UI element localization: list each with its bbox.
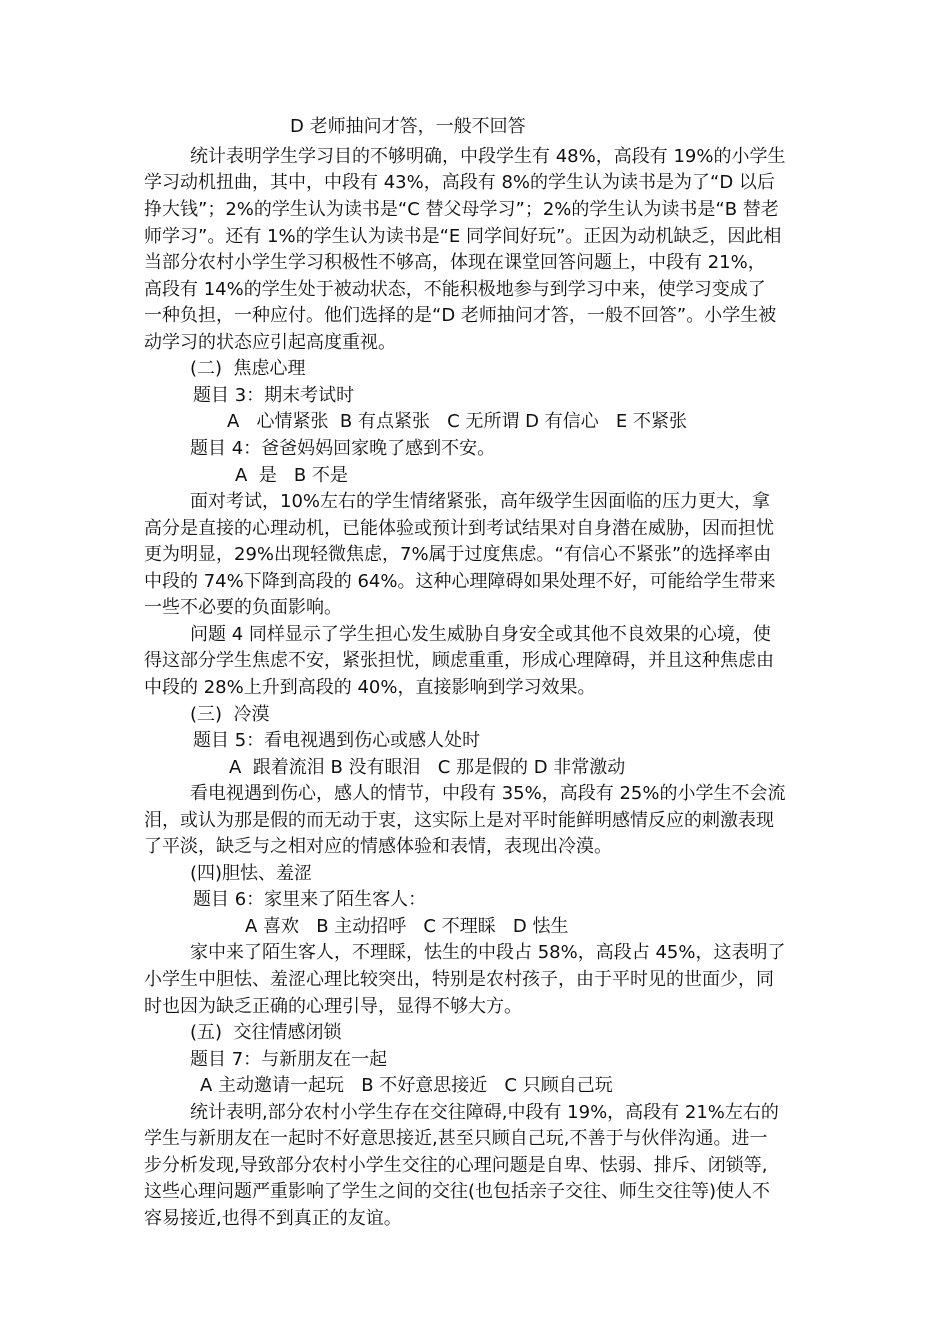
paragraph-line: 更为明显，29%出现轻微焦虑，7%属于过度焦虑。“有信心不紧张”的选择率由 (144, 544, 772, 565)
paragraph-line: 学生与新朋友在一起时不好意思接近,甚至只顾自己玩,不善于与伙伴沟通。进一 (144, 1128, 768, 1149)
question-line: 题目 3：期末考试时 (193, 385, 355, 406)
paragraph-line: 挣大钱”；2%的学生认为读书是“C 替父母学习”；2%的学生认为读书是“B 替老 (144, 199, 779, 220)
paragraph-line: 中段的 28%上升到高段的 40%，直接影响到学习效果。 (144, 677, 596, 698)
section-heading: (三) 冷漠 (190, 704, 270, 725)
paragraph-line: 了平淡，缺乏与之相对应的情感体验和表情，表现出冷漠。 (144, 836, 612, 857)
paragraph-line: 一些不必要的负面影响。 (144, 597, 342, 618)
option-line: A 心情紧张 B 有点紧张 C 无所谓 D 有信心 E 不紧张 (227, 411, 688, 432)
section-heading: (二) 焦虑心理 (190, 358, 306, 379)
paragraph-line: 泪，或认为那是假的而无动于衷，这实际上是对平时能鲜明感情反应的刺激表现 (144, 810, 774, 831)
section-heading: (五) 交往情感闭锁 (190, 1022, 342, 1043)
option-line: A 喜欢 B 主动招呼 C 不理睬 D 怯生 (245, 916, 569, 937)
paragraph-line: 当部分农村小学生学习积极性不够高，体现在课堂回答问题上，中段有 21%， (144, 252, 766, 273)
section-heading: (四)胆怯、羞涩 (190, 863, 313, 884)
paragraph-line: 统计表明学生学习目的不够明确，中段学生有 48%，高段有 19%的小学生 (190, 146, 786, 167)
paragraph-line: 问题 4 同样显示了学生担心发生威胁自身安全或其他不良效果的心境，使 (190, 624, 771, 645)
question-line: 题目 6：家里来了陌生客人： (193, 889, 427, 910)
option-line: A 是 B 不是 (235, 465, 348, 486)
paragraph-line: 中段的 74%下降到高段的 64%。这种心理障碍如果处理不好，可能给学生带来 (144, 571, 776, 592)
paragraph-line: 一种负担，一种应付。他们选择的是“D 老师抽问才答，一般不回答”。小学生被 (144, 305, 777, 326)
option-line: D 老师抽问才答，一般不回答 (290, 116, 526, 137)
paragraph-line: 高段有 14%的学生处于被动状态，不能积极地参与到学习中来，使学习变成了 (144, 279, 766, 300)
paragraph-line: 面对考试，10%左右的学生情绪紧张，高年级学生因面临的压力更大，拿 (190, 491, 771, 512)
question-line: 题目 7：与新朋友在一起 (190, 1049, 388, 1070)
question-line: 题目 4：爸爸妈妈回家晚了感到不安。 (190, 438, 496, 459)
paragraph-line: 容易接近,也得不到真正的友谊。 (144, 1208, 402, 1229)
option-line: A 跟着流泪 B 没有眼泪 C 那是假的 D 非常激动 (229, 757, 626, 778)
question-line: 题目 5：看电视遇到伤心或感人处时 (193, 730, 481, 751)
paragraph-line: 小学生中胆怯、羞涩心理比较突出，特别是农村孩子，由于平时见的世面少，同 (144, 969, 774, 990)
paragraph-line: 家中来了陌生客人，不理睬，怯生的中段占 58%，高段占 45%，这表明了 (190, 942, 786, 963)
paragraph-line: 动学习的状态应引起高度重视。 (144, 332, 396, 353)
paragraph-line: 学习动机扭曲，其中，中段有 43%，高段有 8%的学生认为读书是为了“D 以后 (144, 172, 775, 193)
paragraph-line: 看电视遇到伤心，感人的情节，中段有 35%，高段有 25%的小学生不会流 (190, 783, 786, 804)
paragraph-line: 高分是直接的心理动机，已能体验或预计到考试结果对自身潜在威胁，因而担忧 (144, 518, 774, 539)
paragraph-line: 时也因为缺乏正确的心理引导，显得不够大方。 (144, 996, 522, 1017)
option-line: A 主动邀请一起玩 B 不好意思接近 C 只顾自己玩 (200, 1075, 613, 1096)
paragraph-line: 师学习”。还有 1%的学生认为读书是“E 同学间好玩”。正因为动机缺乏，因此相 (144, 226, 782, 247)
paragraph-line: 步分析发现,导致部分农村小学生交往的心理问题是自卑、怯弱、排斥、闭锁等, (144, 1155, 768, 1176)
paragraph-line: 这些心理问题严重影响了学生之间的交往(也包括亲子交往、师生交往等)使人不 (144, 1181, 771, 1202)
paragraph-line: 统计表明,部分农村小学生存在交往障碍,中段有 19%，高段有 21%左右的 (190, 1102, 779, 1123)
paragraph-line: 得这部分学生焦虑不安，紧张担忧，顾虑重重，形成心理障碍，并且这种焦虑由 (144, 650, 774, 671)
